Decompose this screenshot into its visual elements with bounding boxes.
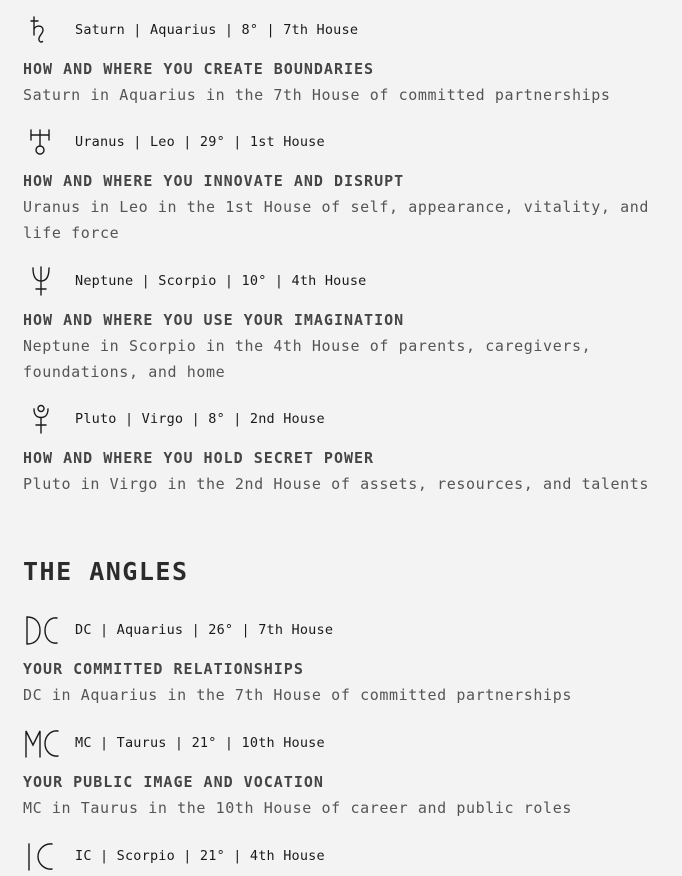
- placement-meta: Pluto | Virgo | 8° | 2nd House: [75, 411, 325, 427]
- neptune-icon: [23, 266, 63, 296]
- placement-description: Saturn in Aquarius in the 7th House of committed partnerships: [23, 86, 611, 104]
- placement-meta: DC | Aquarius | 26° | 7th House: [75, 622, 334, 638]
- placement-meta-row: [23, 615, 678, 645]
- dc-icon: [23, 615, 63, 645]
- placement-description: DC in Aquarius in the 7th House of committed partnerships: [23, 686, 572, 704]
- placement-meta-row: [23, 15, 678, 45]
- placement-meta-row: [23, 404, 678, 434]
- saturn-icon: [23, 15, 63, 45]
- placement-meta-row: [23, 266, 678, 296]
- placement-description: Neptune in Scorpio in the 4th House of parents, caregivers, foundations, and home: [23, 337, 592, 381]
- section-title-angles: THE ANGLES: [23, 557, 189, 586]
- angle-ic: [23, 841, 678, 871]
- mc-icon: [23, 728, 63, 758]
- placement-heading: HOW AND WHERE YOU INNOVATE AND DISRUPT: [23, 172, 405, 190]
- placement-uranus: [23, 127, 678, 246]
- placement-meta: IC | Scorpio | 21° | 4th House: [75, 848, 325, 864]
- placement-heading: YOUR PUBLIC IMAGE AND VOCATION: [23, 773, 324, 791]
- placement-meta-row: [23, 127, 678, 157]
- placement-meta: Neptune | Scorpio | 10° | 4th House: [75, 273, 367, 289]
- placement-description: Uranus in Leo in the 1st House of self, appearance, vitality, and life force: [23, 198, 649, 242]
- placement-description: Pluto in Virgo in the 2nd House of assets, resources, and talents: [23, 475, 649, 493]
- angle-mc: [23, 728, 678, 821]
- placement-heading: YOUR COMMITTED RELATIONSHIPS: [23, 660, 304, 678]
- placement-heading: HOW AND WHERE YOU USE YOUR IMAGINATION: [23, 311, 405, 329]
- pluto-icon: [23, 404, 63, 434]
- angle-dc: [23, 615, 678, 708]
- uranus-icon: [23, 127, 63, 157]
- placement-meta-row: [23, 841, 678, 871]
- placement-neptune: [23, 266, 678, 385]
- placement-heading: HOW AND WHERE YOU CREATE BOUNDARIES: [23, 60, 375, 78]
- placement-heading: HOW AND WHERE YOU HOLD SECRET POWER: [23, 449, 375, 467]
- placement-meta: MC | Taurus | 21° | 10th House: [75, 735, 325, 751]
- placement-pluto: [23, 404, 678, 497]
- placement-description: MC in Taurus in the 10th House of career and public roles: [23, 799, 572, 817]
- placement-saturn: [23, 15, 678, 108]
- ic-icon: [23, 841, 63, 871]
- placement-meta-row: [23, 728, 678, 758]
- placement-meta: Uranus | Leo | 29° | 1st House: [75, 134, 325, 150]
- placement-meta: Saturn | Aquarius | 8° | 7th House: [75, 22, 359, 38]
